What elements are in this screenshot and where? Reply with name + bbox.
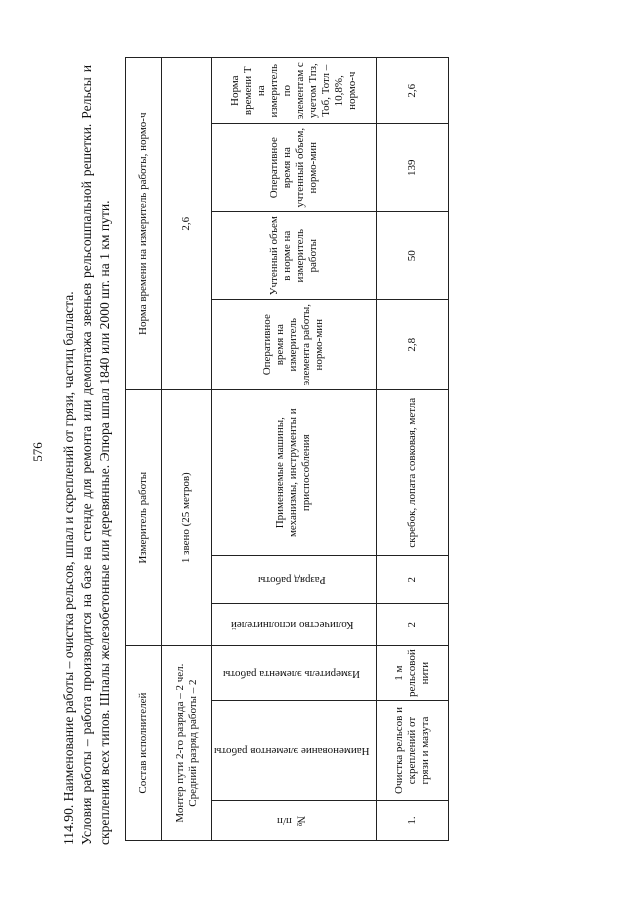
header-op-volume: Оперативное время на учтенный объем, нормо-мин — [212, 124, 377, 212]
table-row — [376, 58, 448, 841]
rotated-content — [30, 57, 610, 847]
header-op-time: Оперативное время на измеритель элемента работы, нормо-мин — [212, 300, 377, 390]
header-element-meter: Измеритель элемента работы — [212, 646, 377, 701]
header-volume: Учтенный объем в норме на измеритель работы — [212, 212, 377, 300]
norm-group-value: 2,6 — [162, 58, 212, 390]
row-name: Очистка рельсов и скреплений от грязи и мазута — [376, 701, 448, 801]
row-op-time: 2,8 — [376, 300, 448, 390]
description-paragraph — [60, 65, 114, 845]
row-volume: 50 — [376, 212, 448, 300]
header-staff: Состав исполнителей — [126, 646, 162, 841]
staff-composition: Монтер пути 2-го разряда – 2 чел. Средний разряд работы – 2 — [162, 646, 212, 841]
header-performers: Количество исполнителей — [212, 604, 377, 646]
row-machines: скребок, лопата совковая, метла — [376, 390, 448, 556]
row-op-volume: 139 — [376, 124, 448, 212]
header-work-meter: Измеритель работы — [126, 390, 162, 646]
header-grade: Разряд работы — [212, 556, 377, 604]
header-machines: Применяемые машины, механизмы, инструменты и приспособления — [212, 390, 377, 556]
header-num: № п/п — [212, 801, 377, 841]
row-meter: 1 м рельсовой нити — [376, 646, 448, 701]
header-norm-group: Норма времени на измеритель работы, нормо-ч — [126, 58, 162, 390]
header-element-name: Наименование элементов работы — [212, 701, 377, 801]
page-number: 576 — [30, 442, 45, 462]
work-meter-value: 1 звено (25 метров) — [162, 390, 212, 646]
norm-table — [125, 57, 449, 841]
work-title: 114.90. Наименование работы – очистка рельсов, шпал и скреплений от грязи, частиц балласта. — [61, 291, 76, 845]
row-performers: 2 — [376, 604, 448, 646]
row-num: 1. — [376, 801, 448, 841]
row-grade: 2 — [376, 556, 448, 604]
header-norm-total: Норма времени Т на измеритель по элементам с учетом Тпз, Тоб, Тотл – 10,8%, нормо-ч — [212, 58, 377, 124]
row-norm-total: 2,6 — [376, 58, 448, 124]
work-conditions: Условия работы – работа производится на базе на стенде для ремонта или демонтажа звеньев рельсошпальной решетки. Рельсы и скрепления всех типов. Шпалы железобетонные или деревянные. Эпюра шпал 1840 или 2000 шт. на 1 км пути. — [79, 65, 112, 845]
